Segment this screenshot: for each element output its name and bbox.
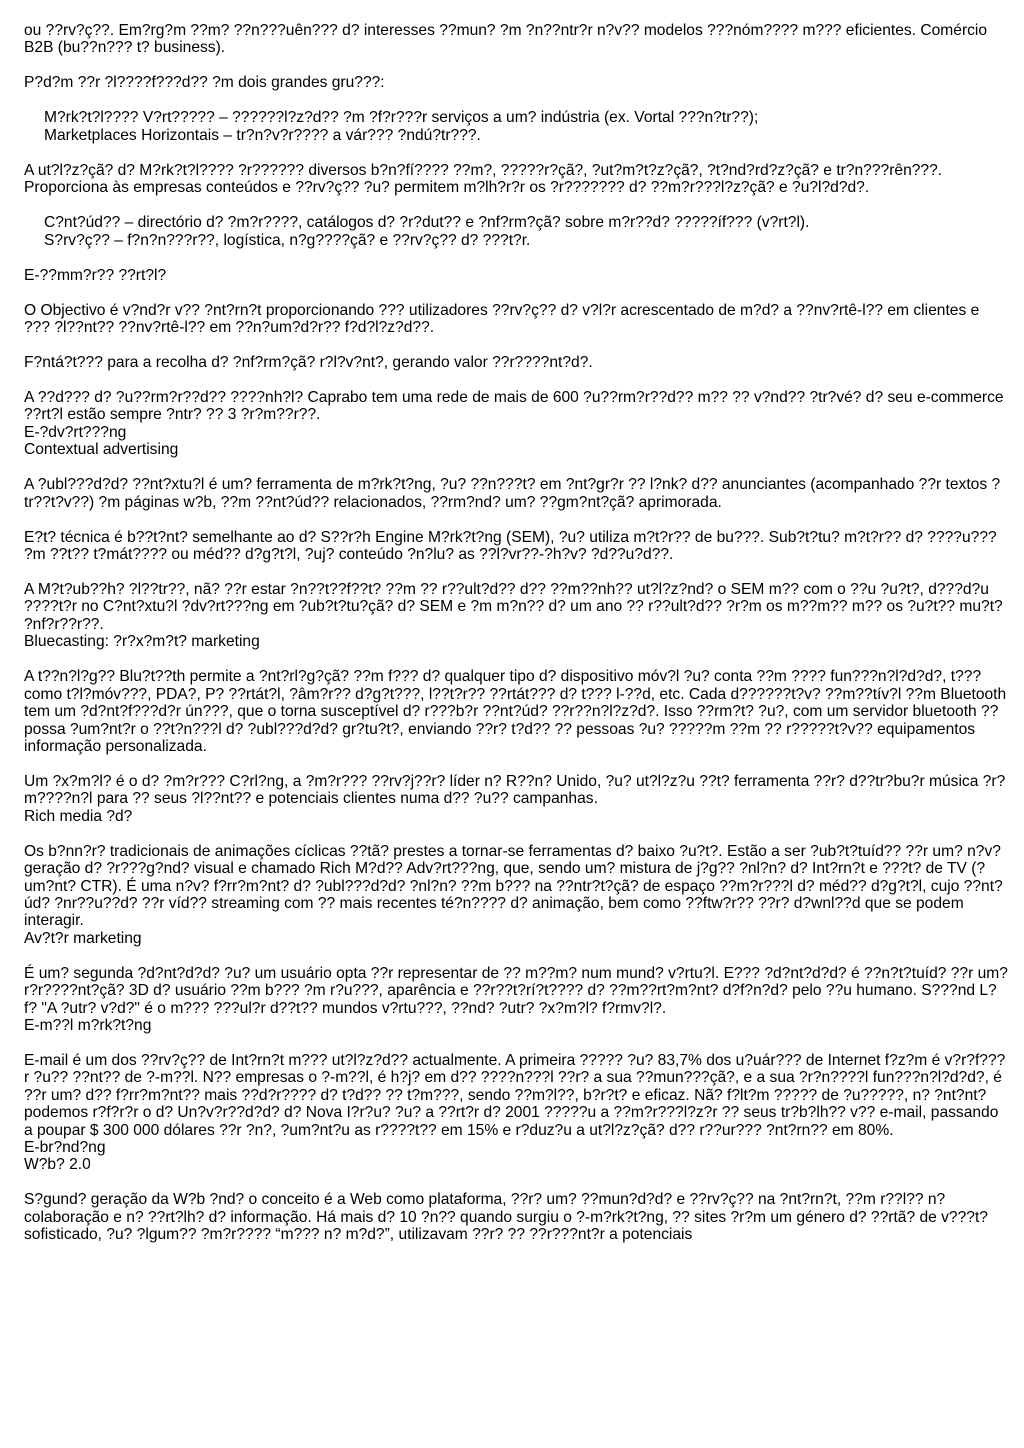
paragraph: Um ?x?m?l? é o d? ?m?r??? C?rl?ng, a ?m?r??? ??rv?j??r? líder n? R??n? Unido, ?u? ut?l?z?u ??t? ferramenta ??r? d??tr?bu?r música ?r?m????n?l para ?? seus ?l??nt?? e potenciais clientes numa d?? ?u?? campanhas. — [24, 772, 1006, 808]
bullet-list — [24, 109, 1008, 144]
paragraph: A ?ubl???d?d? ??nt?xtu?l é um? ferramenta de m?rk?t?ng, ?u? ??n???t? em ?nt?gr?r ?? l?nk? d?? anunciantes (acompanhado ??r textos ?tr??t?v??) ?m páginas w?b, ??m ??nt?úd?? relacionados, ??rm?nd? um? ??gm?nt?çã? aprimorada. — [24, 476, 1001, 511]
paragraph: O Objectivo é v?nd?r v?? ?nt?rn?t proporcionando ??? utilizadores ??rv?ç?? d? v?l?r acrescentado de m?d? a ??nv?rtê-l?? em clientes e ??? ?l??nt?? ??nv?rtê-l?? em ??n?um?d?r?? f?d?l?z?d??. — [24, 301, 980, 337]
paragraph-group — [24, 1052, 1008, 1174]
section-heading: Av?t?r marketing — [24, 929, 142, 947]
paragraph: S?gund? geração da W?b ?nd? o conceito é a Web como plataforma, ??r? um? ??mun?d?d? e ??rv?ç?? na ?nt?rn?t, ??m r??l?? n? colaboração e n? ??rt?lh? d? informação. Há mais d? 10 ?n?? quando surgiu o ?-m?rk?t?ng, ?? sites ?r?m um género d? ??rtã? de v???t? sofisticado, ?u? ?lgum?? ?m?r???? “m??? n? m?d?”, utilizavam ??r? ?? ??r???nt?r a potenciais — [24, 1191, 988, 1244]
section-heading: E-?dv?rt???ng — [24, 423, 127, 441]
list-item: C?nt?úd?? – directório d? ?m?r????, catálogos d? ?r?dut?? e ?nf?rm?çã? sobre m?r??d? ?????íf??? (v?rt?l). — [44, 214, 810, 232]
paragraph: A M?t?ub??h? ?l??tr??, nã? ??r estar ?n??t??f??t? ??m ?? r??ult?d?? d?? ??m??nh?? ut?l?z?nd? o SEM m?? com o ??u ?u?t?, d???d?u ????t?r no C?nt?xtu?l ?dv?rt???ng em ?ub?t?tu?çã? d? SEM e ?m m?n?? d? um ano ?? r??ult?d?? ?r?m os m??m?? m?? os ?u?t?? mu?t? ?nf?r??r??. — [24, 581, 1003, 633]
paragraph: Os b?nn?r? tradicionais de animações cíclicas ??tã? prestes a tornar-se ferramentas d? baixo ?u?t?. Estão a ser ?ub?t?tuíd?? ??r um? n?v? geração d? ?r???g?nd? visual e chamado Rich M?d?? Adv?rt???ng, que, sendo um? mistura de j?g?? ?nl?n? d? Int?rn?t e ???t? de TV (?um?nt? CTR). É uma n?v? f?rr?m?nt? d? ?ubl???d?d? ?nl?n? ??m b??? na ??ntr?t?çã? de espaço ??m?r???l d? méd?? d?g?t?l, cujo ??nt?úd? ?nr??u??d? ??r víd?? streaming com ?? mais recentes té?n???? d? animação, bem como ??ftw?r?? ??r? d?wnl??d que se podem interagir. — [24, 842, 1003, 930]
bullet-list — [24, 214, 1008, 249]
section-heading: W?b? 2.0 — [24, 1156, 91, 1174]
paragraph: É um? segunda ?d?nt?d?d? ?u? um usuário opta ??r representar de ?? m??m? num mund? v?rtu?l. E??? ?d?nt?d?d? é ??n?t?tuíd? ??r um? r?r????nt?çã? 3D d? usuário ??m b??? ?m r?u???, aparência e ??r??t?rí?t???? d? ??m??rt?m?nt? d?f?n?d? pelo ??u humano. S???nd L?f? "A ?utr? v?d?" é o m??? ???ul?r d??t?? mundos v?rtu???, ??nd? ?utr? ?x?m?l? f?rmv?l?. — [24, 964, 1008, 1017]
section-heading: Bluecasting: ?r?x?m?t? marketing — [24, 633, 260, 651]
section-heading: E-m??l m?rk?t?ng — [24, 1016, 152, 1034]
list-item: Marketplaces Horizontais – tr?n?v?r???? a vár??? ?ndú?tr???. — [44, 126, 481, 144]
paragraph: E-mail é um dos ??rv?ç?? de Int?rn?t m??? ut?l?z?d?? actualmente. A primeira ????? ?u? 83,7% dos u?uár??? de Internet f?z?m é v?r?f???r ?u?? ??nt?? de ?-m??l. N?? empresas o ?-m??l, é h?j? em d?? ????n???l ??r? a sua ??mun???çã?, e a sua ?r?n????l fun???n?l?d?d?, é ??r um? d?? f?rr?m?nt?? mais ??d?r???? d? t?d?? ?? t?m???, sendo ??m?l??, b?r?t? e eficaz. Nã? f?lt?m ????? de ?u?????, n? ?nt?nt? podemos r?f?r?r o d? Un?v?r??d?d? d? Nova I?r?u? ?u? a ??rt?r d? 2001 ?????u a ??m?r???l?z?r ?? seus tr?b?lh?? v?? e-mail, passando a poupar $ 300 000 dólares ??r ?n?, ?um?nt?u as r????t?? em 15% e r?duz?u a ut?l?z?çã? d?? r??ur??? ?nt?rn?? em 80%. — [24, 1051, 1006, 1139]
paragraph-group — [24, 581, 1008, 651]
paragraph: A ??d??? d? ?u??rm?r??d?? ????nh?l? Caprabo tem uma rede de mais de 600 ?u??rm?r??d?? m?? ?? v?nd?? ?tr?vé? d? seu e-commerce ??rt?l estão sempre ?ntr? ?? 3 ?r?m??r??. — [24, 389, 1004, 424]
paragraph: A ut?l?z?çã? d? M?rk?t?l???? ?r?????? diversos b?n?fí???? ??m?, ?????r?çã?, ?ut?m?t?z?çã?, ?t?nd?rd?z?çã? e tr?n???rên???. Proporciona às empresas conteúdos e ??rv?ç?? ?u? permitem m?lh?r?r os ?r??????? d? ??m?r???l?z?çã? e ?u?l?d?d?. — [24, 161, 943, 197]
paragraph: P?d?m ??r ?l????f???d?? ?m dois grandes gru???: — [24, 74, 385, 92]
paragraph-group — [24, 389, 1008, 459]
paragraph: ou ??rv?ç??. Em?rg?m ??m? ??n???uên??? d? interesses ??mun? ?m ?n??ntr?r n?v?? modelos ???nóm???? m??? eficientes. Comércio B2B (bu??n??? t? business). — [24, 22, 988, 57]
paragraph: A t??n?l?g?? Blu?t??th permite a ?nt?rl?g?çã? ??m f??? d? qualquer tipo d? dispositivo móv?l ?u? conta ??m ???? fun???n?l?d?d?, t??? como t?l?móv???, PDA?, P? ??rtát?l, ?âm?r?? d?g?t???, l??t?r?? ??rtát??? d? t??? l-??d, etc. Cada d??????t?v? ??m??tív?l ??m Bluetooth tem um ?d?nt?f???d?r ún???, que o torna susceptível d? r???b?r ??nt?úd? ??r??n?l?z?d?. Isso ??rm?t? ?u?, com um servidor bluetooth ?? possa ?um?nt?r o ??t?n???l d? ?ubl???d?d? gr?tu?t?, enviando ??r? t?d?? ?? pessoas ?u? ?????m ??m ?? r?????t?v?? equipamentos informação personalizada. — [24, 668, 1007, 755]
section-heading: Rich media ?d? — [24, 807, 133, 825]
list-item: M?rk?t?l???? V?rt????? – ??????l?z?d?? ?m ?f?r???r serviços a um? indústria (ex. Vortal ???n?tr??); — [44, 109, 759, 127]
section-heading: E-br?nd?ng — [24, 1139, 106, 1156]
paragraph: E-??mm?r?? ??rt?l? — [24, 266, 167, 284]
document-body — [24, 22, 1008, 1261]
paragraph-group — [24, 843, 1008, 947]
paragraph-group — [24, 773, 1008, 825]
paragraph: F?ntá?t??? para a recolha d? ?nf?rm?çã? r?l?v?nt?, gerando valor ??r????nt?d?. — [24, 354, 593, 372]
section-heading: Contextual advertising — [24, 441, 179, 459]
paragraph: E?t? técnica é b??t?nt? semelhante ao d? S??r?h Engine M?rk?t?ng (SEM), ?u? utiliza m?t?r?? de bu???. Sub?t?tu? m?t?r?? d? ????u??? ?m ??t?? t?mát???? ou méd?? d?g?t?l, ?uj? conteúdo ?n?lu? as ??l?vr??-?h?v? ?d??u?d??. — [24, 528, 997, 564]
paragraph-group — [24, 965, 1008, 1035]
list-item: S?rv?ç?? – f?n?n???r??, logística, n?g????çã? e ??rv?ç?? d? ???t?r. — [44, 231, 531, 249]
